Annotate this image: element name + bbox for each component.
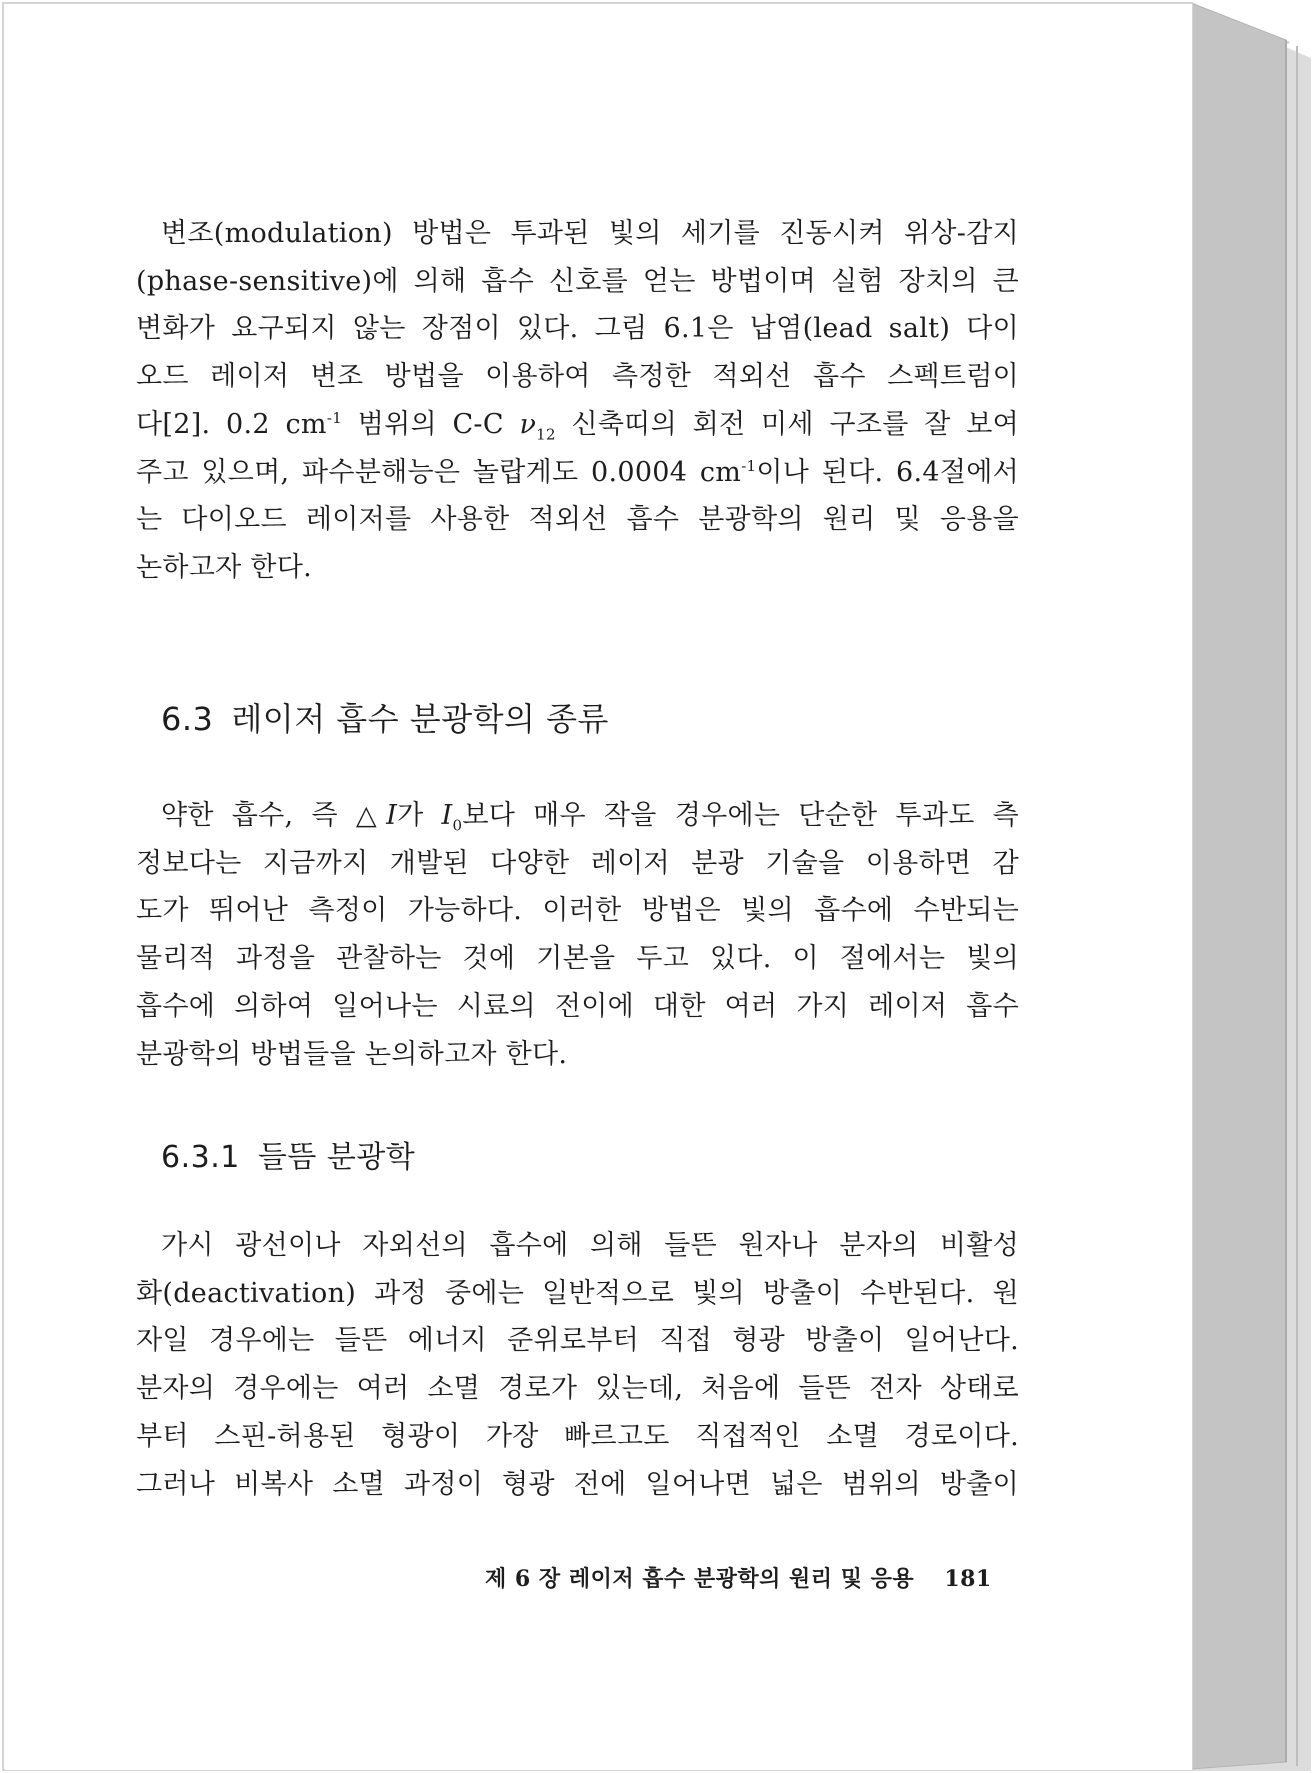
paragraph-absorption-types <box>136 792 1019 1078</box>
section-title: 레이저 흡수 분광학의 종류 <box>231 700 609 738</box>
page-number: 181 <box>944 1566 992 1592</box>
text-line: 물리적 과정을 관찰하는 것에 기본을 두고 있다. 이 절에서는 빛의 <box>136 943 1019 975</box>
text-line: 오드 레이저 변조 방법을 이용하여 측정한 적외선 흡수 스펙트럼이 <box>136 361 1019 393</box>
subsection-number: 6.3.1 <box>161 1140 240 1175</box>
text-line: 변조(modulation) 방법은 투과된 빛의 세기를 진동시켜 위상-감지 <box>161 218 1019 249</box>
paragraph-excitation <box>136 1222 1019 1508</box>
text-line: 자일 경우에는 들뜬 에너지 준위로부터 직접 형광 방출이 일어난다. <box>136 1325 1019 1357</box>
text-line: 다[2]. 0.2 $cm^{-1}$ 범위의 C-C $\nu_{12}$ 신축띠의 회전 미세 구조를 잘 보여 <box>136 408 1019 444</box>
text-line: 분자의 경우에는 여러 소멸 경로가 있는데, 처음에 들뜬 전자 상태로 <box>136 1373 1019 1405</box>
text-line: 주고 있으며, 파수분해능은 놀랍게도 0.0004 $cm^{-1}$이나 된다. 6.4절에서 <box>136 456 1019 488</box>
section-number: 6.3 <box>161 700 214 738</box>
page-footer <box>485 1562 992 1593</box>
text-line: 논하고자 한다. <box>136 551 313 583</box>
text-line: 흡수에 의하여 일어나는 시료의 전이에 대한 여러 가지 레이저 흡수 <box>136 990 1019 1022</box>
text-line: 화(deactivation) 과정 중에는 일반적으로 빛의 방출이 수반된다. 원 <box>136 1277 1019 1309</box>
text-line: 가시 광선이나 자외선의 흡수에 의해 들뜬 원자나 분자의 비활성 <box>161 1230 1019 1261</box>
section-heading <box>161 694 609 740</box>
text-line: 는 다이오드 레이저를 사용한 적외선 흡수 분광학의 원리 및 응용을 <box>136 504 1019 536</box>
paragraph-modulation <box>136 210 1019 592</box>
subsection-title: 들뜸 분광학 <box>257 1140 416 1175</box>
text-line: (phase-sensitive)에 의해 흡수 신호를 얻는 방법이며 실험 장치의 큰 <box>136 265 1019 297</box>
text-line: 약한 흡수, 즉 △I가 $I_0$보다 매우 작을 경우에는 단순한 투과도 측 <box>161 800 1019 835</box>
text-line: 정보다는 지금까지 개발된 다양한 레이저 분광 기술을 이용하면 감 <box>136 847 1019 879</box>
text-line: 도가 뛰어난 측정이 가능하다. 이러한 방법은 빛의 흡수에 수반되는 <box>136 895 1019 927</box>
book-page <box>5 4 1192 1770</box>
text-line: 부터 스핀-허용된 형광이 가장 빠르고도 직접적인 소멸 경로이다. <box>136 1420 1019 1452</box>
footer-chapter: 제 6 장 <box>485 1566 561 1592</box>
text-line: 변화가 요구되지 않는 장점이 있다. 그림 6.1은 납염(lead salt) 다이 <box>136 313 1019 345</box>
book-side-face <box>1191 3 1286 1769</box>
text-line: 분광학의 방법들을 논의하고자 한다. <box>136 1038 568 1070</box>
text-line: 그러나 비복사 소멸 과정이 형광 전에 일어나면 넓은 범위의 방출이 <box>136 1468 1019 1500</box>
subsection-heading <box>161 1132 415 1176</box>
footer-title: 레이저 흡수 분광학의 원리 및 응용 <box>568 1566 915 1592</box>
